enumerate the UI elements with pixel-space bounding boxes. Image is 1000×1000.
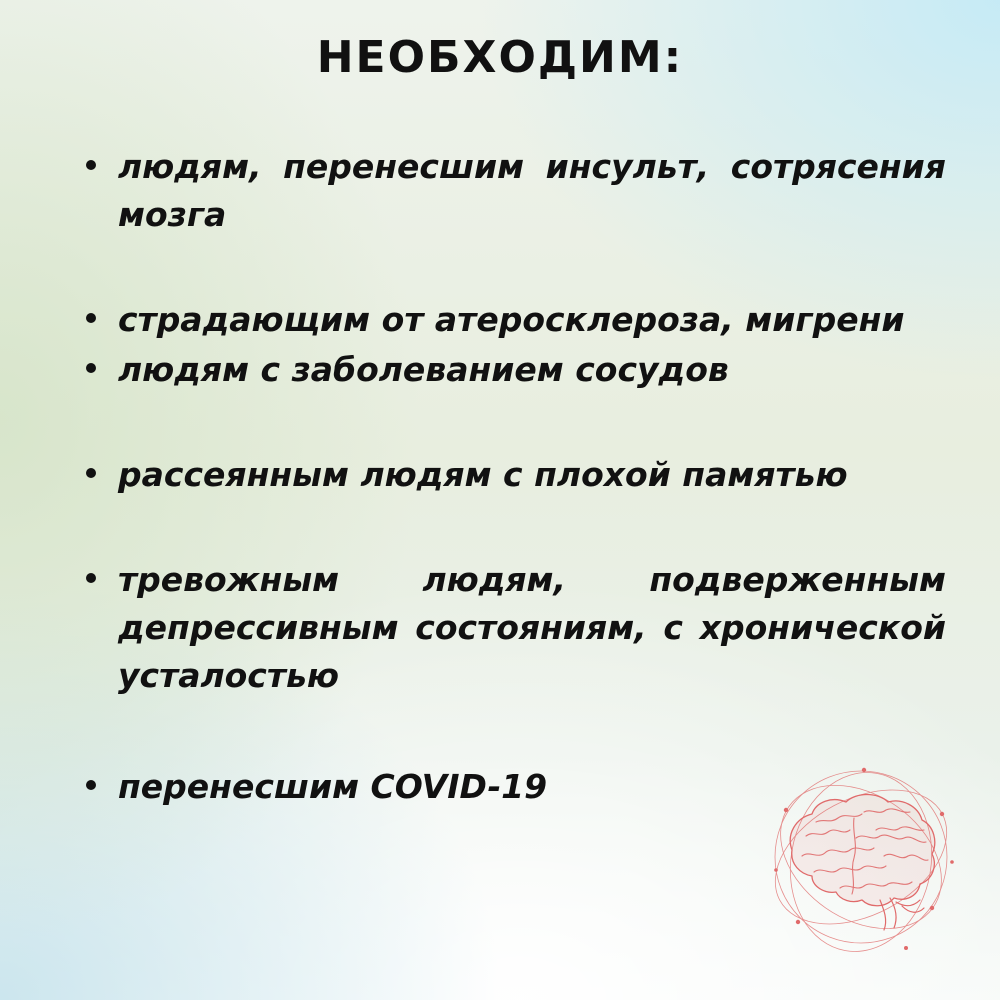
bullet-icon — [86, 573, 96, 583]
list-item-text: страдающим от атеросклероза, мигрени — [118, 300, 905, 339]
page-title: НЕОБХОДИМ: — [316, 32, 684, 83]
list-item — [86, 296, 946, 344]
bullet-icon — [86, 468, 96, 478]
list-item-text: перенесшим COVID-19 — [118, 767, 548, 806]
list-item-text: тревожным людям, подверженным депрессивным состояниям, с хронической усталостью — [118, 560, 946, 695]
list-item — [86, 143, 946, 239]
bullet-icon — [86, 160, 96, 170]
bullet-icon — [86, 363, 96, 373]
list-item-text: людям, перенесшим инсульт, сотрясения мозга — [118, 147, 946, 234]
brain-icon — [756, 752, 966, 962]
list-item — [86, 556, 946, 700]
bullet-icon — [86, 780, 96, 790]
bullet-icon — [86, 313, 96, 323]
list-item-text: рассеянным людям с плохой памятью — [118, 455, 848, 494]
list-item — [86, 451, 946, 499]
list-item-text: людям с заболеванием сосудов — [118, 350, 729, 389]
brain-logo — [756, 752, 966, 962]
list-item — [86, 346, 946, 394]
